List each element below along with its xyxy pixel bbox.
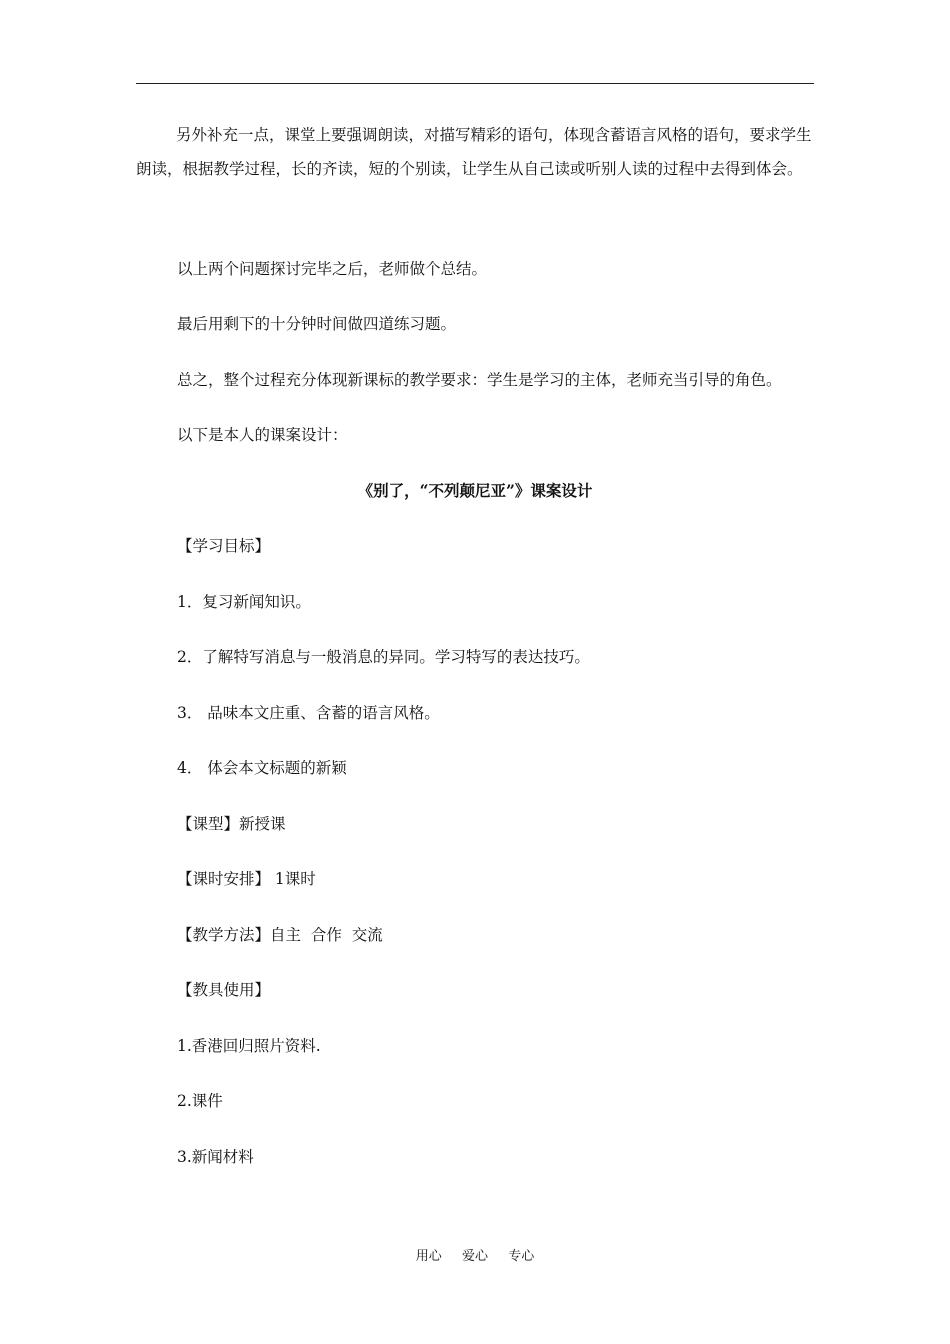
objective-item: 2．了解特写消息与一般消息的异同。学习特写的表达技巧。 xyxy=(177,648,590,666)
method-line: 【教学方法】自主 合作 交流 xyxy=(177,926,383,944)
page-footer: 用心 爱心 专心 xyxy=(415,1249,535,1264)
exercise-line: 最后用剩下的十分钟时间做四道练习题。 xyxy=(177,315,457,333)
objective-item: 4． 体会本文标题的新颖 xyxy=(177,759,347,777)
design-intro-line: 以下是本人的课案设计： xyxy=(177,426,348,444)
objective-item: 1．复习新闻知识。 xyxy=(177,593,311,611)
lesson-type-line: 【课型】新授课 xyxy=(177,815,286,833)
tool-item: 2.课件 xyxy=(177,1092,223,1110)
objective-item: 3． 品味本文庄重、含蓄的语言风格。 xyxy=(177,704,440,722)
tool-item: 3.新闻材料 xyxy=(177,1148,254,1166)
tools-heading: 【教具使用】 xyxy=(177,981,271,999)
design-title: 《别了，“不列颠尼亚”》课案设计 xyxy=(357,481,593,500)
header-rule xyxy=(136,83,814,84)
intro-paragraph: 另外补充一点，课堂上要强调朗读，对描写精彩的语句，体现含蓄语言风格的语句，要求学生朗读，根据教学过程，长的齐读，短的个别读，让学生从自己读或听别人读的过程中去得到体会。 xyxy=(136,126,812,178)
schedule-line: 【课时安排】 1课时 xyxy=(177,870,316,888)
conclusion-line: 总之，整个过程充分体现新课标的教学要求：学生是学习的主体，老师充当引导的角色。 xyxy=(177,371,782,389)
summary-line: 以上两个问题探讨完毕之后，老师做个总结。 xyxy=(177,260,488,278)
tool-item: 1.香港回归照片资料. xyxy=(177,1037,321,1055)
objectives-heading: 【学习目标】 xyxy=(177,537,271,555)
